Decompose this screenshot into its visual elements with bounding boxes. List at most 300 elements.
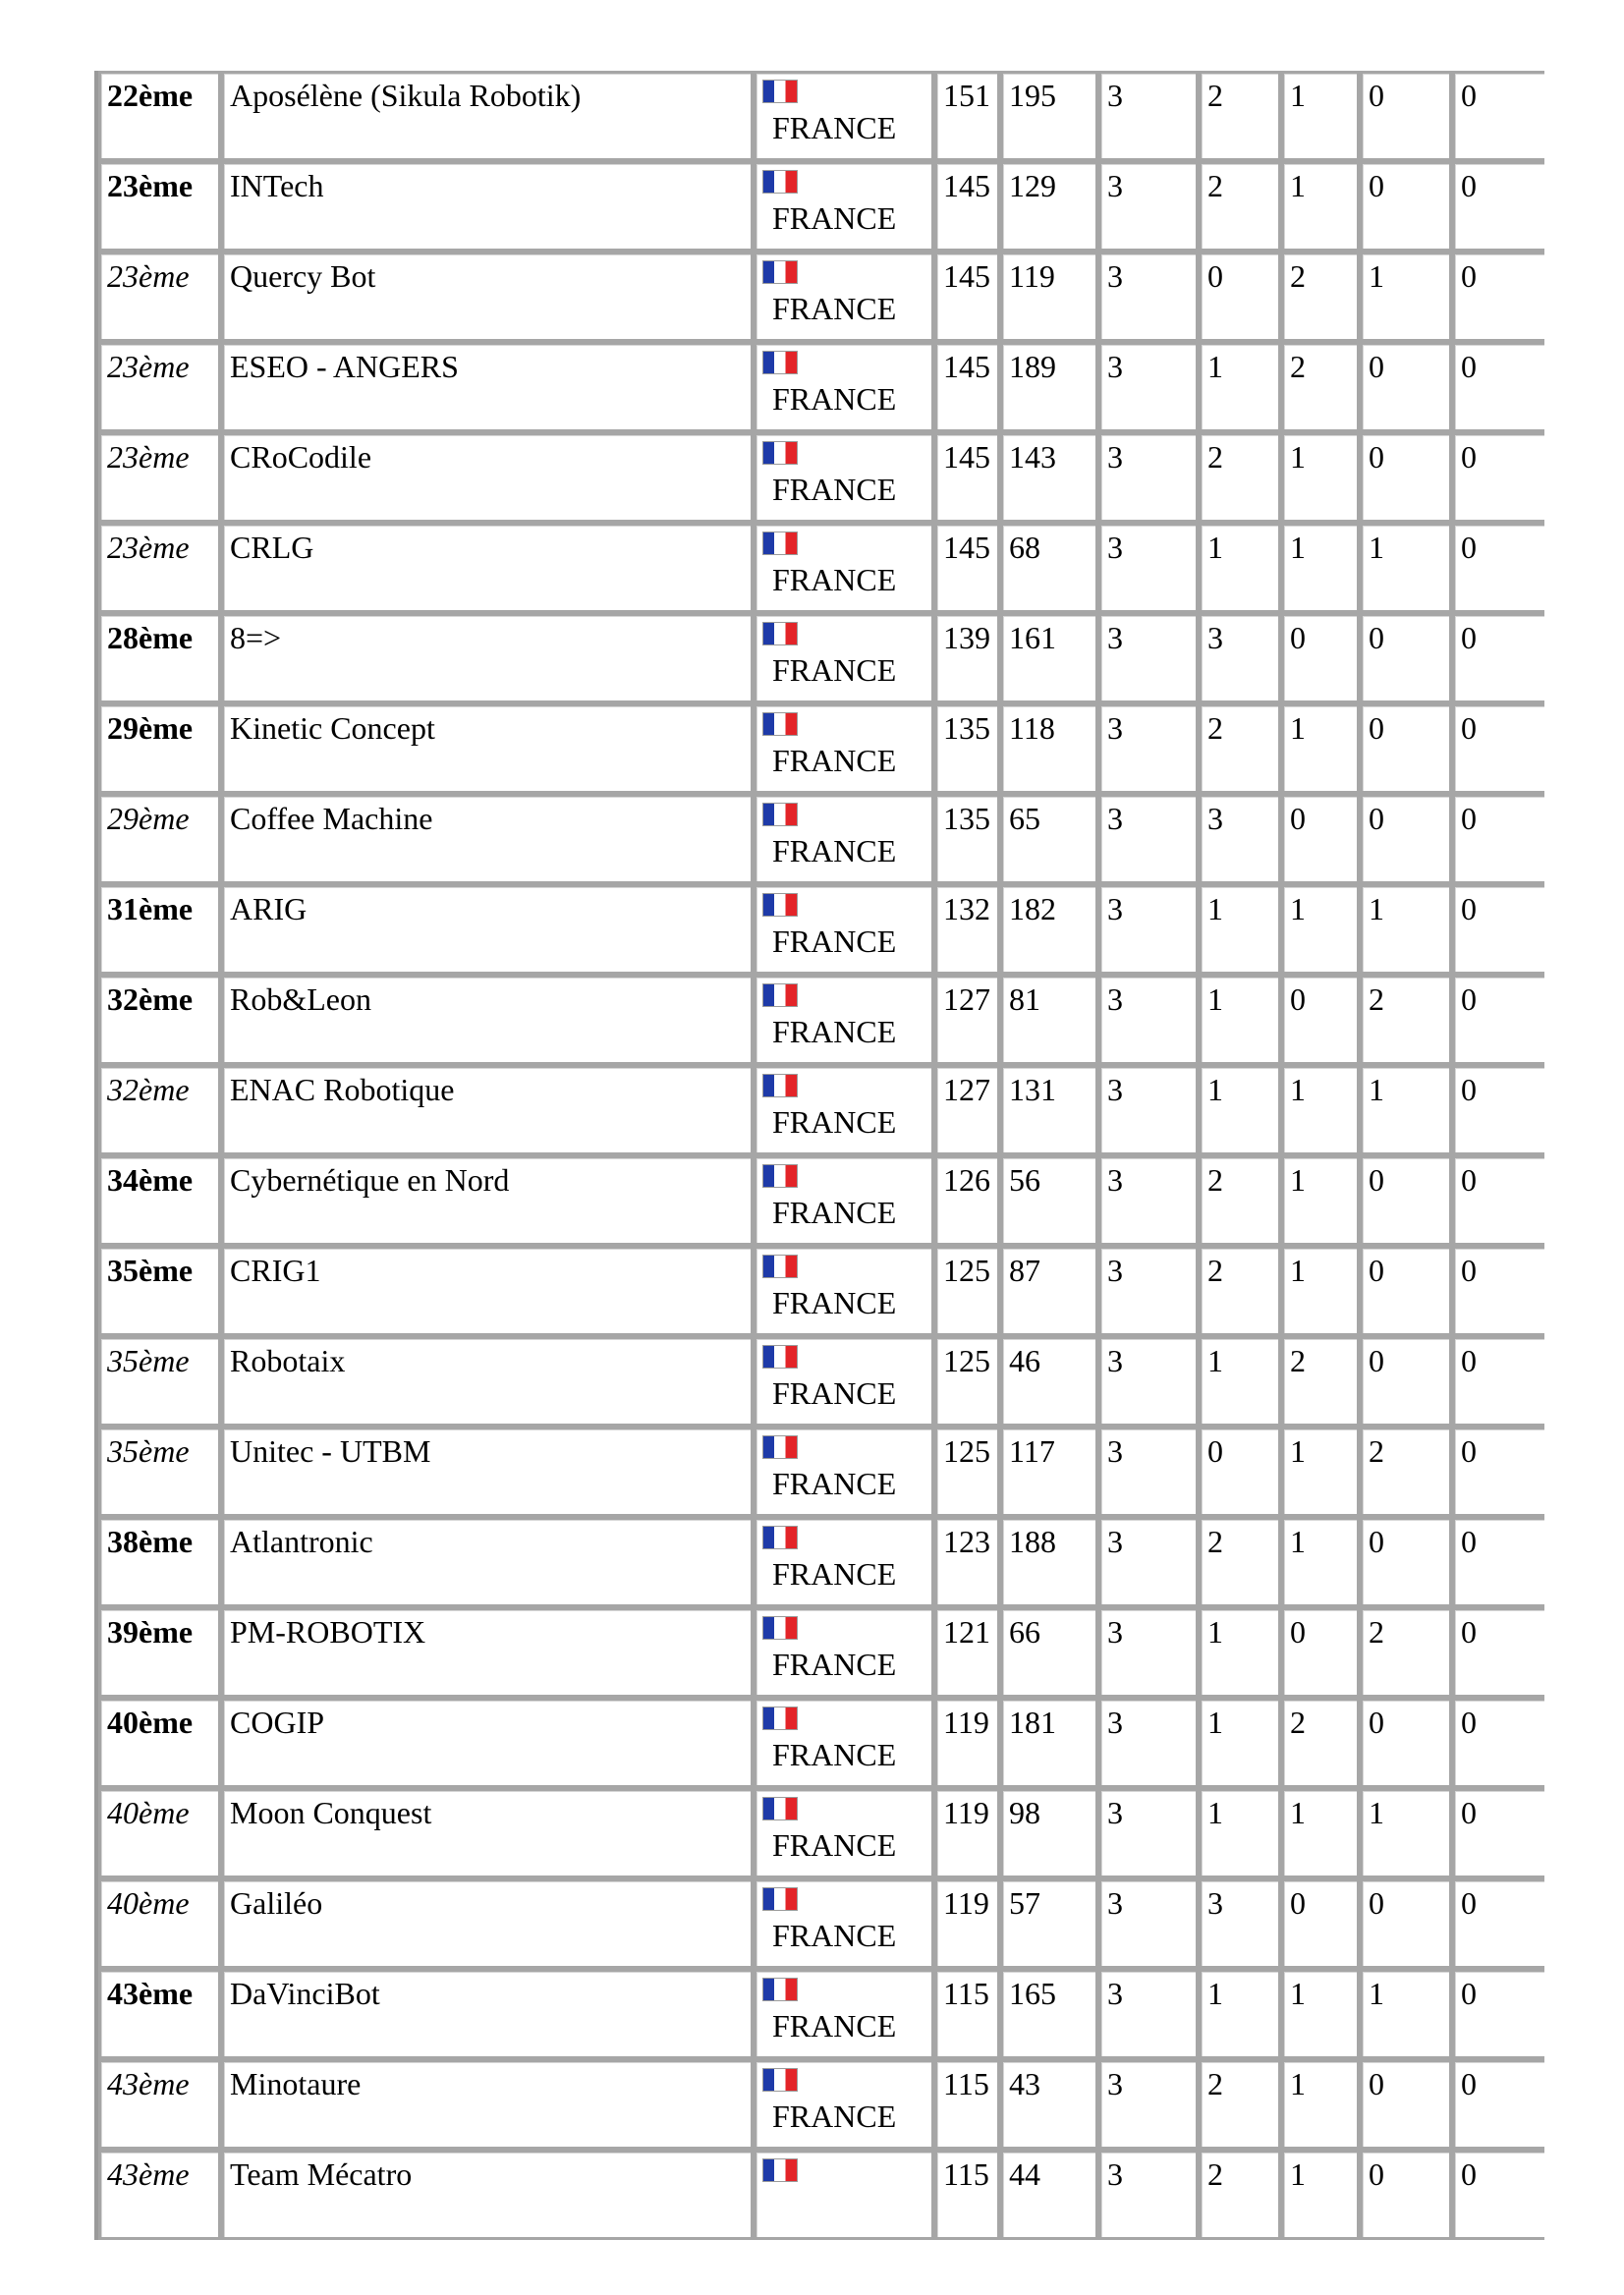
stat-cell: 1 <box>1281 1065 1360 1155</box>
stat-cell: 1 <box>1360 884 1452 975</box>
stat-cell: 3 <box>1098 1969 1199 2059</box>
stat-cell: 68 <box>1000 523 1098 613</box>
france-flag-icon <box>762 260 798 284</box>
stat-cell: 81 <box>1000 975 1098 1065</box>
stat-cell: 0 <box>1360 613 1452 703</box>
country-name: FRANCE <box>772 472 897 507</box>
stat-cell: 3 <box>1098 1788 1199 1878</box>
stat-cell: 0 <box>1452 1336 1544 1427</box>
stat-cell: 2 <box>1360 1427 1452 1517</box>
france-flag-icon <box>762 1345 798 1369</box>
stat-cell: 3 <box>1098 523 1199 613</box>
rank-cell: 32ème <box>98 975 221 1065</box>
stat-cell: 0 <box>1360 2059 1452 2150</box>
points-cell: 119 <box>934 1878 1000 1969</box>
team-name-cell: INTech <box>221 161 754 252</box>
points-cell: 115 <box>934 1969 1000 2059</box>
france-flag-icon <box>762 1797 798 1820</box>
stat-cell: 1 <box>1199 975 1281 1065</box>
stat-cell: 0 <box>1452 252 1544 342</box>
france-flag-icon <box>762 80 798 103</box>
france-flag-icon <box>762 1978 798 2001</box>
rank-cell: 28ème <box>98 613 221 703</box>
points-cell: 125 <box>934 1246 1000 1336</box>
team-name-cell: CRIG1 <box>221 1246 754 1336</box>
stat-cell: 1 <box>1281 1788 1360 1878</box>
stat-cell: 181 <box>1000 1698 1098 1788</box>
stat-cell: 2 <box>1199 1155 1281 1246</box>
country-cell <box>754 1065 934 1155</box>
points-cell: 119 <box>934 1788 1000 1878</box>
france-flag-icon <box>762 351 798 374</box>
stat-cell: 1 <box>1281 1427 1360 1517</box>
country-name: FRANCE <box>772 2008 897 2043</box>
stat-cell: 2 <box>1199 2150 1281 2240</box>
stat-cell: 2 <box>1199 1246 1281 1336</box>
points-cell: 145 <box>934 161 1000 252</box>
country-cell <box>754 1788 934 1878</box>
country-name: FRANCE <box>772 1647 897 1682</box>
france-flag-icon <box>762 1255 798 1278</box>
table-row <box>98 1878 1544 1969</box>
points-cell: 145 <box>934 342 1000 432</box>
stat-cell: 1 <box>1199 1788 1281 1878</box>
stat-cell: 182 <box>1000 884 1098 975</box>
stat-cell: 2 <box>1281 252 1360 342</box>
rank-cell: 31ème <box>98 884 221 975</box>
stat-cell: 0 <box>1199 252 1281 342</box>
stat-cell: 1 <box>1281 432 1360 523</box>
stat-cell: 0 <box>1360 432 1452 523</box>
stat-cell: 1 <box>1360 1969 1452 2059</box>
points-cell: 151 <box>934 71 1000 161</box>
stat-cell: 131 <box>1000 1065 1098 1155</box>
points-cell: 127 <box>934 1065 1000 1155</box>
points-cell: 115 <box>934 2150 1000 2240</box>
team-name-cell: Quercy Bot <box>221 252 754 342</box>
table-row <box>98 975 1544 1065</box>
country-cell <box>754 2059 934 2150</box>
stat-cell: 189 <box>1000 342 1098 432</box>
stat-cell: 3 <box>1098 794 1199 884</box>
stat-cell: 0 <box>1360 1878 1452 1969</box>
country-name: FRANCE <box>772 1375 897 1411</box>
rank-cell: 29ème <box>98 703 221 794</box>
points-cell: 126 <box>934 1155 1000 1246</box>
stat-cell: 143 <box>1000 432 1098 523</box>
country-name: FRANCE <box>772 381 897 417</box>
table-row <box>98 71 1544 161</box>
stat-cell: 87 <box>1000 1246 1098 1336</box>
stat-cell: 44 <box>1000 2150 1098 2240</box>
stat-cell: 3 <box>1098 252 1199 342</box>
stat-cell: 0 <box>1360 342 1452 432</box>
rank-cell: 34ème <box>98 1155 221 1246</box>
country-name: FRANCE <box>772 562 897 597</box>
points-cell: 145 <box>934 252 1000 342</box>
rank-cell: 40ème <box>98 1698 221 1788</box>
stat-cell: 3 <box>1098 1427 1199 1517</box>
stat-cell: 0 <box>1452 2059 1544 2150</box>
country-cell <box>754 432 934 523</box>
stat-cell: 1 <box>1281 1155 1360 1246</box>
ranking-page <box>94 71 1544 2240</box>
country-cell <box>754 1607 934 1698</box>
rank-cell: 35ème <box>98 1427 221 1517</box>
stat-cell: 3 <box>1098 71 1199 161</box>
stat-cell: 2 <box>1199 2059 1281 2150</box>
country-name: FRANCE <box>772 1014 897 1049</box>
stat-cell: 1 <box>1281 1517 1360 1607</box>
stat-cell: 1 <box>1199 1698 1281 1788</box>
stat-cell: 2 <box>1360 975 1452 1065</box>
stat-cell: 1 <box>1199 523 1281 613</box>
stat-cell: 0 <box>1452 1788 1544 1878</box>
country-name: FRANCE <box>772 1285 897 1320</box>
france-flag-icon <box>762 2158 798 2182</box>
team-name-cell: Moon Conquest <box>221 1788 754 1878</box>
table-row <box>98 1155 1544 1246</box>
table-row <box>98 613 1544 703</box>
table-row <box>98 1607 1544 1698</box>
stat-cell: 3 <box>1098 1065 1199 1155</box>
stat-cell: 3 <box>1098 1246 1199 1336</box>
stat-cell: 3 <box>1199 1878 1281 1969</box>
table-row <box>98 703 1544 794</box>
stat-cell: 1 <box>1360 1788 1452 1878</box>
rank-cell: 40ème <box>98 1878 221 1969</box>
stat-cell: 1 <box>1199 342 1281 432</box>
stat-cell: 0 <box>1360 161 1452 252</box>
stat-cell: 65 <box>1000 794 1098 884</box>
france-flag-icon <box>762 1074 798 1097</box>
stat-cell: 46 <box>1000 1336 1098 1427</box>
stat-cell: 3 <box>1098 1878 1199 1969</box>
stat-cell: 2 <box>1199 432 1281 523</box>
points-cell: 119 <box>934 1698 1000 1788</box>
rank-cell: 43ème <box>98 2150 221 2240</box>
stat-cell: 2 <box>1199 71 1281 161</box>
stat-cell: 2 <box>1199 1517 1281 1607</box>
stat-cell: 0 <box>1452 342 1544 432</box>
stat-cell: 57 <box>1000 1878 1098 1969</box>
stat-cell: 1 <box>1281 884 1360 975</box>
stat-cell: 1 <box>1281 2059 1360 2150</box>
country-name: FRANCE <box>772 1827 897 1863</box>
stat-cell: 0 <box>1281 975 1360 1065</box>
country-cell <box>754 523 934 613</box>
stat-cell: 0 <box>1281 1878 1360 1969</box>
country-name: FRANCE <box>772 652 897 688</box>
stat-cell: 3 <box>1098 432 1199 523</box>
team-name-cell: Kinetic Concept <box>221 703 754 794</box>
country-name: FRANCE <box>772 1104 897 1140</box>
country-name: FRANCE <box>772 924 897 959</box>
stat-cell: 161 <box>1000 613 1098 703</box>
stat-cell: 0 <box>1452 975 1544 1065</box>
points-cell: 121 <box>934 1607 1000 1698</box>
france-flag-icon <box>762 1887 798 1911</box>
country-name: FRANCE <box>772 1195 897 1230</box>
team-name-cell: ENAC Robotique <box>221 1065 754 1155</box>
team-name-cell: Galiléo <box>221 1878 754 1969</box>
team-name-cell: Unitec - UTBM <box>221 1427 754 1517</box>
team-name-cell: COGIP <box>221 1698 754 1788</box>
stat-cell: 1 <box>1199 1065 1281 1155</box>
stat-cell: 118 <box>1000 703 1098 794</box>
country-name: FRANCE <box>772 1737 897 1772</box>
stat-cell: 1 <box>1281 703 1360 794</box>
france-flag-icon <box>762 622 798 645</box>
team-name-cell: Team Mécatro <box>221 2150 754 2240</box>
country-cell <box>754 252 934 342</box>
table-row <box>98 1246 1544 1336</box>
rank-cell: 40ème <box>98 1788 221 1878</box>
table-row <box>98 523 1544 613</box>
points-cell: 115 <box>934 2059 1000 2150</box>
points-cell: 125 <box>934 1427 1000 1517</box>
stat-cell: 2 <box>1199 703 1281 794</box>
stat-cell: 3 <box>1098 2059 1199 2150</box>
france-flag-icon <box>762 983 798 1007</box>
country-name: FRANCE <box>772 1918 897 1953</box>
rank-cell: 43ème <box>98 2059 221 2150</box>
country-cell <box>754 71 934 161</box>
table-row <box>98 2059 1544 2150</box>
points-cell: 123 <box>934 1517 1000 1607</box>
stat-cell: 66 <box>1000 1607 1098 1698</box>
stat-cell: 43 <box>1000 2059 1098 2150</box>
france-flag-icon <box>762 1164 798 1188</box>
stat-cell: 3 <box>1098 1698 1199 1788</box>
stat-cell: 0 <box>1452 1969 1544 2059</box>
country-cell <box>754 342 934 432</box>
stat-cell: 117 <box>1000 1427 1098 1517</box>
stat-cell: 3 <box>1199 794 1281 884</box>
points-cell: 135 <box>934 794 1000 884</box>
stat-cell: 0 <box>1360 1246 1452 1336</box>
table-row <box>98 1969 1544 2059</box>
stat-cell: 1 <box>1199 884 1281 975</box>
team-name-cell: ARIG <box>221 884 754 975</box>
stat-cell: 119 <box>1000 252 1098 342</box>
stat-cell: 3 <box>1098 161 1199 252</box>
stat-cell: 0 <box>1281 794 1360 884</box>
team-name-cell: Rob&Leon <box>221 975 754 1065</box>
stat-cell: 188 <box>1000 1517 1098 1607</box>
stat-cell: 1 <box>1281 1246 1360 1336</box>
stat-cell: 0 <box>1452 1698 1544 1788</box>
rank-cell: 23ème <box>98 161 221 252</box>
stat-cell: 0 <box>1360 2150 1452 2240</box>
stat-cell: 1 <box>1360 252 1452 342</box>
country-name: FRANCE <box>772 1556 897 1592</box>
rank-cell: 38ème <box>98 1517 221 1607</box>
team-name-cell: Cybernétique en Nord <box>221 1155 754 1246</box>
team-name-cell: 8=> <box>221 613 754 703</box>
points-cell: 145 <box>934 432 1000 523</box>
country-cell <box>754 1336 934 1427</box>
stat-cell: 195 <box>1000 71 1098 161</box>
stat-cell: 1 <box>1199 1336 1281 1427</box>
stat-cell: 0 <box>1360 703 1452 794</box>
team-name-cell: Coffee Machine <box>221 794 754 884</box>
table-row <box>98 884 1544 975</box>
stat-cell: 1 <box>1360 1065 1452 1155</box>
stat-cell: 0 <box>1360 794 1452 884</box>
france-flag-icon <box>762 712 798 736</box>
stat-cell: 0 <box>1452 1065 1544 1155</box>
france-flag-icon <box>762 1707 798 1730</box>
rank-cell: 29ème <box>98 794 221 884</box>
country-cell <box>754 703 934 794</box>
country-cell <box>754 975 934 1065</box>
stat-cell: 0 <box>1199 1427 1281 1517</box>
table-row <box>98 342 1544 432</box>
rank-cell: 23ème <box>98 252 221 342</box>
stat-cell: 0 <box>1452 523 1544 613</box>
stat-cell: 1 <box>1360 523 1452 613</box>
country-name: FRANCE <box>772 1466 897 1501</box>
rank-cell: 22ème <box>98 71 221 161</box>
france-flag-icon <box>762 893 798 917</box>
stat-cell: 0 <box>1360 1698 1452 1788</box>
points-cell: 132 <box>934 884 1000 975</box>
france-flag-icon <box>762 1435 798 1459</box>
rank-cell: 35ème <box>98 1246 221 1336</box>
rank-cell: 39ème <box>98 1607 221 1698</box>
stat-cell: 2 <box>1360 1607 1452 1698</box>
country-cell <box>754 1155 934 1246</box>
stat-cell: 1 <box>1281 2150 1360 2240</box>
stat-cell: 2 <box>1199 161 1281 252</box>
stat-cell: 0 <box>1360 1517 1452 1607</box>
rank-cell: 43ème <box>98 1969 221 2059</box>
rank-cell: 32ème <box>98 1065 221 1155</box>
stat-cell: 0 <box>1452 1607 1544 1698</box>
stat-cell: 2 <box>1281 342 1360 432</box>
france-flag-icon <box>762 170 798 194</box>
ranking-table-body <box>98 71 1544 2240</box>
stat-cell: 0 <box>1360 1155 1452 1246</box>
stat-cell: 0 <box>1452 1517 1544 1607</box>
table-row <box>98 1698 1544 1788</box>
stat-cell: 165 <box>1000 1969 1098 2059</box>
country-cell <box>754 1427 934 1517</box>
team-name-cell: DaVinciBot <box>221 1969 754 2059</box>
team-name-cell: ESEO - ANGERS <box>221 342 754 432</box>
table-row <box>98 794 1544 884</box>
country-cell <box>754 1246 934 1336</box>
table-row <box>98 161 1544 252</box>
stat-cell: 0 <box>1452 1246 1544 1336</box>
stat-cell: 3 <box>1098 613 1199 703</box>
stat-cell: 0 <box>1452 794 1544 884</box>
stat-cell: 0 <box>1452 1878 1544 1969</box>
rank-cell: 35ème <box>98 1336 221 1427</box>
stat-cell: 2 <box>1281 1698 1360 1788</box>
france-flag-icon <box>762 441 798 465</box>
stat-cell: 3 <box>1098 884 1199 975</box>
country-name: FRANCE <box>772 200 897 236</box>
points-cell: 135 <box>934 703 1000 794</box>
stat-cell: 0 <box>1281 1607 1360 1698</box>
points-cell: 125 <box>934 1336 1000 1427</box>
country-name: FRANCE <box>772 2099 897 2134</box>
team-name-cell: PM-ROBOTIX <box>221 1607 754 1698</box>
country-cell <box>754 1969 934 2059</box>
country-cell <box>754 161 934 252</box>
stat-cell: 1 <box>1281 71 1360 161</box>
table-row <box>98 1427 1544 1517</box>
stat-cell: 3 <box>1098 2150 1199 2240</box>
rank-cell: 23ème <box>98 523 221 613</box>
country-cell <box>754 884 934 975</box>
france-flag-icon <box>762 1526 798 1549</box>
stat-cell: 0 <box>1452 161 1544 252</box>
stat-cell: 0 <box>1360 71 1452 161</box>
table-row <box>98 2150 1544 2240</box>
country-name: FRANCE <box>772 743 897 778</box>
table-row <box>98 432 1544 523</box>
france-flag-icon <box>762 532 798 555</box>
stat-cell: 0 <box>1452 432 1544 523</box>
stat-cell: 3 <box>1098 1607 1199 1698</box>
points-cell: 145 <box>934 523 1000 613</box>
country-cell <box>754 2150 934 2240</box>
stat-cell: 3 <box>1098 342 1199 432</box>
stat-cell: 56 <box>1000 1155 1098 1246</box>
stat-cell: 0 <box>1452 703 1544 794</box>
points-cell: 139 <box>934 613 1000 703</box>
team-name-cell: Robotaix <box>221 1336 754 1427</box>
team-name-cell: CRoCodile <box>221 432 754 523</box>
stat-cell: 1 <box>1281 523 1360 613</box>
country-cell <box>754 1698 934 1788</box>
stat-cell: 0 <box>1452 1155 1544 1246</box>
country-cell <box>754 794 934 884</box>
country-name: FRANCE <box>772 291 897 326</box>
france-flag-icon <box>762 1616 798 1640</box>
table-row <box>98 1788 1544 1878</box>
country-cell <box>754 613 934 703</box>
country-name: FRANCE <box>772 833 897 868</box>
stat-cell: 98 <box>1000 1788 1098 1878</box>
team-name-cell: CRLG <box>221 523 754 613</box>
table-row <box>98 1517 1544 1607</box>
stat-cell: 0 <box>1452 2150 1544 2240</box>
country-name: FRANCE <box>772 110 897 145</box>
country-cell <box>754 1517 934 1607</box>
stat-cell: 0 <box>1452 884 1544 975</box>
stat-cell: 3 <box>1098 1336 1199 1427</box>
stat-cell: 0 <box>1360 1336 1452 1427</box>
team-name-cell: Minotaure <box>221 2059 754 2150</box>
stat-cell: 3 <box>1098 1155 1199 1246</box>
france-flag-icon <box>762 2068 798 2092</box>
stat-cell: 1 <box>1281 161 1360 252</box>
stat-cell: 3 <box>1199 613 1281 703</box>
stat-cell: 1 <box>1281 1969 1360 2059</box>
stat-cell: 3 <box>1098 1517 1199 1607</box>
rank-cell: 23ème <box>98 432 221 523</box>
table-row <box>98 252 1544 342</box>
stat-cell: 1 <box>1199 1969 1281 2059</box>
table-row <box>98 1336 1544 1427</box>
rank-cell: 23ème <box>98 342 221 432</box>
team-name-cell: Aposélène (Sikula Robotik) <box>221 71 754 161</box>
stat-cell: 0 <box>1281 613 1360 703</box>
